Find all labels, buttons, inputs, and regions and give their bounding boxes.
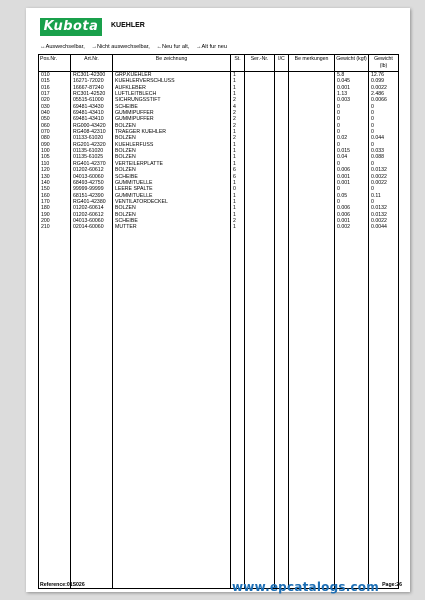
lb-cell: 0.11: [369, 193, 399, 199]
lb-cell: 0: [369, 199, 399, 205]
reference-number: Reference:01S026: [40, 582, 85, 588]
kgf-cell: 0.006: [335, 212, 369, 218]
pos-cell: 200: [39, 218, 71, 224]
kgf-cell: 0: [335, 104, 369, 110]
kgf-cell: 0: [335, 199, 369, 205]
pos-cell: 150: [39, 186, 71, 192]
name-cell: SCHEIBE: [113, 104, 231, 110]
lb-cell: 0: [369, 123, 399, 129]
art-cell: RG201-42320: [71, 142, 113, 148]
art-cell: 68493-42750: [71, 180, 113, 186]
remarks-cell: [289, 72, 335, 79]
pos-cell: 040: [39, 110, 71, 116]
table-filler-row: [39, 231, 399, 589]
name-cell: AUFKLEBER: [113, 85, 231, 91]
name-cell: SICHRUNGSSTIFT: [113, 97, 231, 103]
lb-cell: 0.0132: [369, 205, 399, 211]
qty-cell: 1: [231, 129, 245, 135]
pos-cell: 010: [39, 72, 71, 79]
qty-cell: 2: [231, 218, 245, 224]
pos-cell: 060: [39, 123, 71, 129]
empty-cell: [369, 231, 399, 589]
art-cell: 69481-43430: [71, 104, 113, 110]
name-cell: LEERE SPALTE: [113, 186, 231, 192]
col-qty: St.: [231, 55, 245, 72]
art-cell: 04013-60060: [71, 174, 113, 180]
ser-cell: [245, 72, 275, 79]
name-cell: GRP.KUEHLER: [113, 72, 231, 79]
name-cell: GUMMITUELLE: [113, 193, 231, 199]
kgf-cell: 0: [335, 129, 369, 135]
qty-cell: 1: [231, 180, 245, 186]
qty-cell: 2: [231, 116, 245, 122]
qty-cell: 1: [231, 205, 245, 211]
kgf-cell: 0: [335, 123, 369, 129]
table-row: [39, 72, 399, 79]
qty-cell: 4: [231, 104, 245, 110]
lb-cell: 12.76: [369, 72, 399, 79]
parts-table: [38, 54, 399, 589]
kgf-cell: 0: [335, 110, 369, 116]
name-cell: BOLZEN: [113, 154, 231, 160]
legend-interchangeable: ↔Auswechselbar,: [40, 44, 85, 50]
kgf-cell: 0: [335, 142, 369, 148]
qty-cell: 2: [231, 97, 245, 103]
art-cell: 16271-72020: [71, 78, 113, 84]
col-art: Art.Nr.: [71, 55, 113, 72]
page-title: KUEHLER: [111, 22, 145, 29]
kgf-cell: 0.045: [335, 78, 369, 84]
name-cell: BOLZEN: [113, 205, 231, 211]
empty-cell: [245, 231, 275, 589]
kgf-cell: 0.02: [335, 135, 369, 141]
art-cell: 69481-43410: [71, 116, 113, 122]
kgf-cell: 0: [335, 186, 369, 192]
art-cell: 69481-43410: [71, 110, 113, 116]
lb-cell: 0.0066: [369, 97, 399, 103]
pos-cell: 050: [39, 116, 71, 122]
lb-cell: 0: [369, 110, 399, 116]
kgf-cell: 5.8: [335, 72, 369, 79]
qty-cell: 2: [231, 123, 245, 129]
pos-cell: 110: [39, 161, 71, 167]
lb-cell: 0: [369, 104, 399, 110]
qty-cell: 1: [231, 85, 245, 91]
table-header-row: [39, 55, 399, 72]
art-cell: RG408-42310: [71, 129, 113, 135]
name-cell: MUTTER: [113, 224, 231, 230]
pos-cell: 120: [39, 167, 71, 173]
col-ic: I/C: [275, 55, 289, 72]
kgf-cell: 0.001: [335, 218, 369, 224]
kgf-cell: 0.002: [335, 224, 369, 230]
pos-cell: 015: [39, 78, 71, 84]
qty-cell: 1: [231, 199, 245, 205]
qty-cell: 1: [231, 142, 245, 148]
kgf-cell: 0: [335, 161, 369, 167]
art-cell: 01133-61020: [71, 135, 113, 141]
qty-cell: 1: [231, 224, 245, 230]
name-cell: BOLZEN: [113, 212, 231, 218]
pos-cell: 180: [39, 205, 71, 211]
col-name: Be zeichnung: [113, 55, 231, 72]
qty-cell: 1: [231, 161, 245, 167]
kgf-cell: 0.003: [335, 97, 369, 103]
empty-cell: [231, 231, 245, 589]
pos-cell: 020: [39, 97, 71, 103]
legend-new-for-old: ←Neu fur alt,: [156, 44, 190, 50]
qty-cell: 1: [231, 148, 245, 154]
legend-not-interchangeable: →Nicht auswechselbar,: [91, 44, 150, 50]
name-cell: TRAEGER KUEHLER: [113, 129, 231, 135]
legend: [40, 44, 232, 50]
empty-cell: [289, 231, 335, 589]
lb-cell: 0.033: [369, 148, 399, 154]
qty-cell: 0: [231, 186, 245, 192]
lb-cell: 0.088: [369, 154, 399, 160]
pos-cell: 210: [39, 224, 71, 230]
kgf-cell: 0.015: [335, 148, 369, 154]
lb-cell: 0: [369, 116, 399, 122]
empty-cell: [275, 231, 289, 589]
col-weight-lb: Gewicht (lb): [369, 55, 399, 72]
name-cell: BOLZEN: [113, 148, 231, 154]
art-cell: RC301-42300: [71, 72, 113, 79]
art-cell: RG401-42370: [71, 161, 113, 167]
lb-cell: 2.486: [369, 91, 399, 97]
pos-cell: 130: [39, 174, 71, 180]
kgf-cell: 0.001: [335, 85, 369, 91]
name-cell: BOLZEN: [113, 123, 231, 129]
art-cell: 68151-42390: [71, 193, 113, 199]
art-cell: 99999-99999: [71, 186, 113, 192]
name-cell: VERTEILERPLATTE: [113, 161, 231, 167]
art-cell: RG000-43420: [71, 123, 113, 129]
page-number: Page:26: [382, 582, 402, 588]
lb-cell: 0.099: [369, 78, 399, 84]
lb-cell: 0: [369, 129, 399, 135]
col-remarks: Be merkungen: [289, 55, 335, 72]
art-cell: 01202-60612: [71, 212, 113, 218]
name-cell: KUEHLERVERSCHLUSS: [113, 78, 231, 84]
pos-cell: 017: [39, 91, 71, 97]
qty-cell: 1: [231, 78, 245, 84]
kgf-cell: 0.001: [335, 174, 369, 180]
empty-cell: [39, 231, 71, 589]
qty-cell: 1: [231, 193, 245, 199]
kgf-cell: 0.05: [335, 193, 369, 199]
legend-old-for-new: →Alt fur neu: [195, 44, 227, 50]
pos-cell: 080: [39, 135, 71, 141]
lb-cell: 0.0022: [369, 174, 399, 180]
qty-cell: 2: [231, 110, 245, 116]
col-weight-kgf: Gewicht (kgf): [335, 55, 369, 72]
art-cell: 01135-61025: [71, 154, 113, 160]
pos-cell: 100: [39, 148, 71, 154]
pos-cell: 105: [39, 154, 71, 160]
art-cell: RC301-42520: [71, 91, 113, 97]
col-ser: Ser.-Nr.: [245, 55, 275, 72]
pos-cell: 170: [39, 199, 71, 205]
kgf-cell: 0.006: [335, 167, 369, 173]
ic-cell: [275, 72, 289, 79]
name-cell: SCHEIBE: [113, 174, 231, 180]
pos-cell: 070: [39, 129, 71, 135]
lb-cell: 0.0132: [369, 212, 399, 218]
name-cell: GUMMIPUFFER: [113, 116, 231, 122]
qty-cell: 1: [231, 212, 245, 218]
kgf-cell: 1.13: [335, 91, 369, 97]
lb-cell: 0: [369, 142, 399, 148]
col-pos: Pos.Nr.: [39, 55, 71, 72]
kgf-cell: 0.001: [335, 180, 369, 186]
lb-cell: 0: [369, 161, 399, 167]
kgf-cell: 0: [335, 116, 369, 122]
qty-cell: 1: [231, 91, 245, 97]
catalog-page: [26, 8, 410, 592]
name-cell: GUMMITUELLE: [113, 180, 231, 186]
art-cell: RG401-42380: [71, 199, 113, 205]
lb-cell: 0.044: [369, 135, 399, 141]
art-cell: 05515-61000: [71, 97, 113, 103]
pos-cell: 160: [39, 193, 71, 199]
empty-cell: [71, 231, 113, 589]
art-cell: 04013-60060: [71, 218, 113, 224]
name-cell: SCHEIBE: [113, 218, 231, 224]
kgf-cell: 0.006: [335, 205, 369, 211]
name-cell: KUEHLERFUSS: [113, 142, 231, 148]
art-cell: 01202-60614: [71, 205, 113, 211]
name-cell: GUMMIPUFFER: [113, 110, 231, 116]
name-cell: LUFTLEITBLECH: [113, 91, 231, 97]
lb-cell: 0: [369, 186, 399, 192]
name-cell: VENTILATORDECKEL: [113, 199, 231, 205]
art-cell: 01202-60612: [71, 167, 113, 173]
lb-cell: 0.0022: [369, 218, 399, 224]
art-cell: 02014-60060: [71, 224, 113, 230]
lb-cell: 0.0022: [369, 180, 399, 186]
empty-cell: [113, 231, 231, 589]
art-cell: 16667-87240: [71, 85, 113, 91]
lb-cell: 0.0044: [369, 224, 399, 230]
kubota-logo: Kubota: [40, 18, 102, 36]
pos-cell: 190: [39, 212, 71, 218]
kgf-cell: 0.04: [335, 154, 369, 160]
name-cell: BOLZEN: [113, 135, 231, 141]
qty-cell: 6: [231, 174, 245, 180]
name-cell: BOLZEN: [113, 167, 231, 173]
qty-cell: 1: [231, 154, 245, 160]
qty-cell: 1: [231, 72, 245, 79]
qty-cell: 2: [231, 135, 245, 141]
qty-cell: 6: [231, 167, 245, 173]
pos-cell: 030: [39, 104, 71, 110]
empty-cell: [335, 231, 369, 589]
pos-cell: 140: [39, 180, 71, 186]
pos-cell: 090: [39, 142, 71, 148]
watermark: www.epcatalogs.com: [232, 580, 379, 594]
art-cell: 01135-61020: [71, 148, 113, 154]
pos-cell: 016: [39, 85, 71, 91]
lb-cell: 0.0132: [369, 167, 399, 173]
lb-cell: 0.0022: [369, 85, 399, 91]
